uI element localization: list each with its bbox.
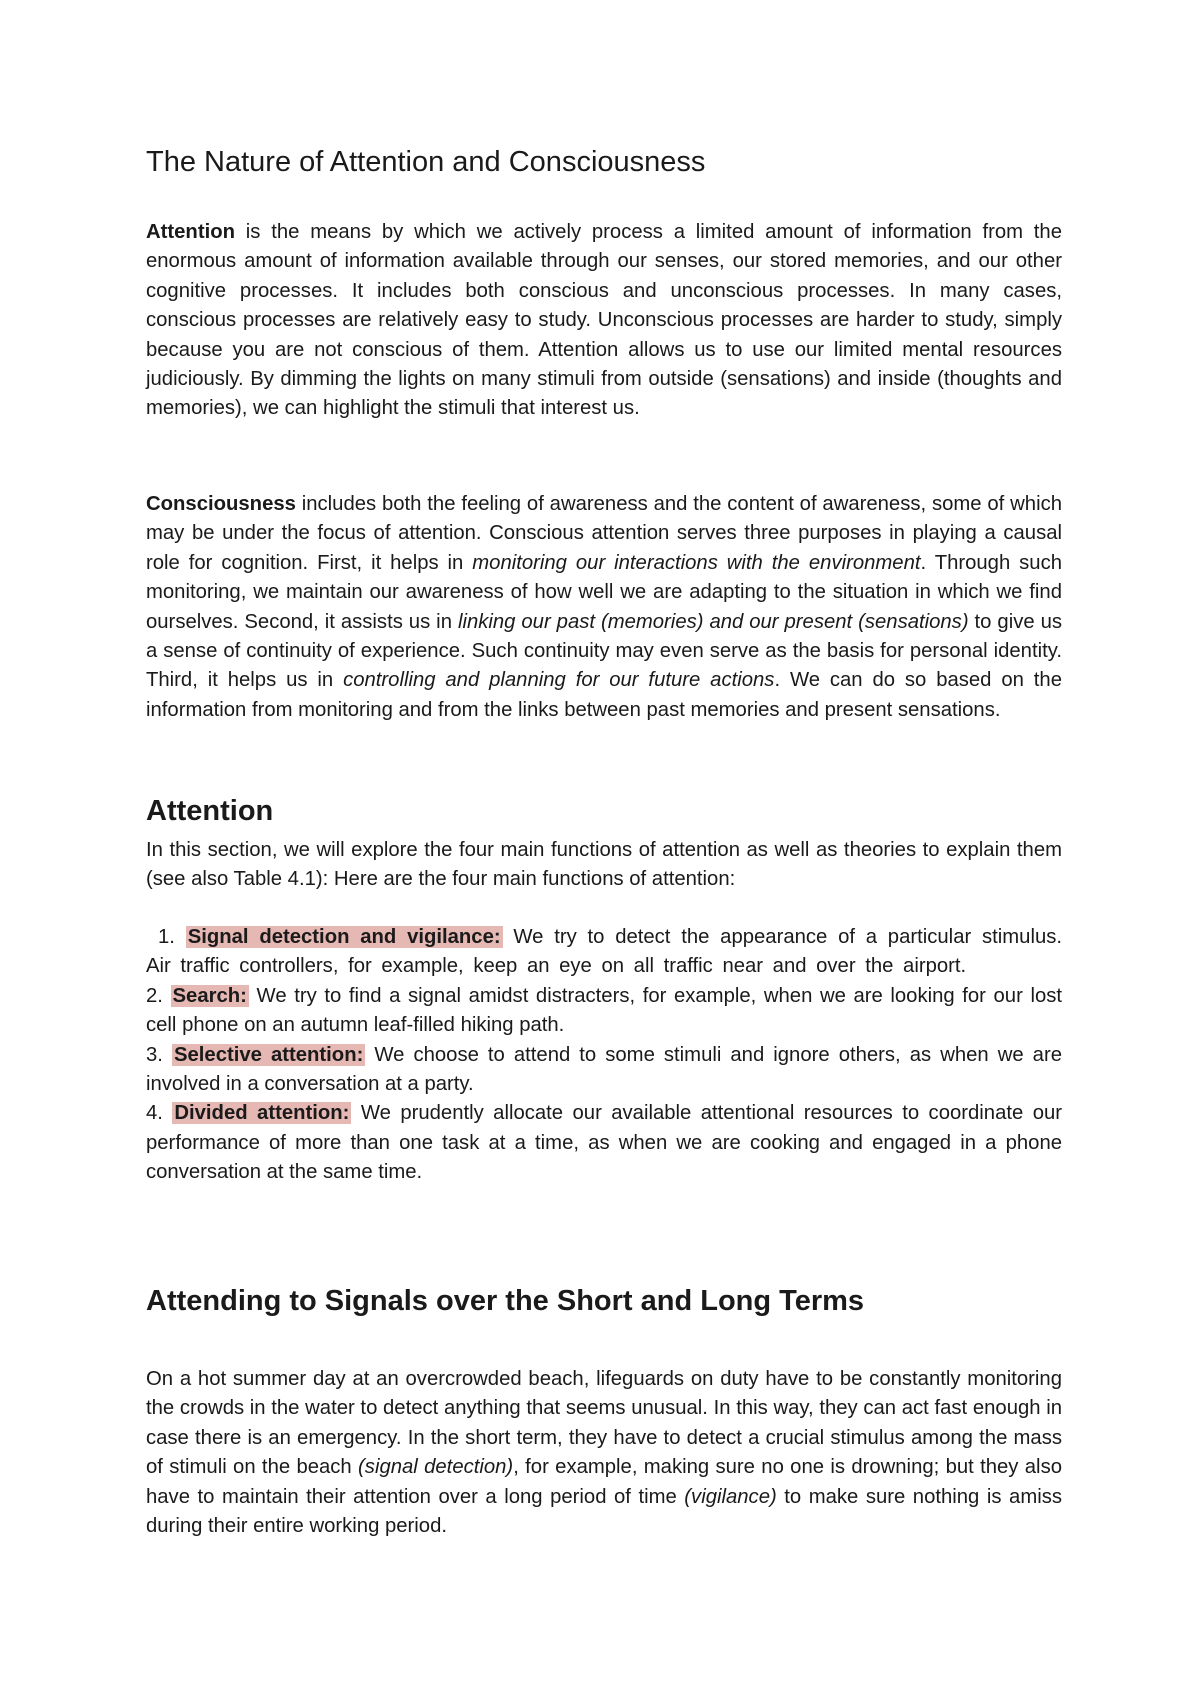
attention-definition-paragraph: [146, 218, 1062, 424]
consciousness-italic-1: monitoring our interactions with the environment: [472, 551, 921, 574]
list-item: [146, 923, 1062, 982]
attention-functions-list: [146, 923, 1062, 1188]
consciousness-text-2: . Through such monitoring, we maintain our awareness of how well we are adapting to the situation in which we find ourselves. Second, it assists us in: [146, 551, 1063, 633]
consciousness-text-3: to give us a sense of continuity of experience. Such continuity may even serve as the basis for personal identity. Third, it helps us in: [146, 610, 1063, 692]
consciousness-term: Consciousness: [146, 493, 296, 515]
signals-text-2: , for example, making sure no one is drowning; but they also have to maintain their attention over a long period of time: [146, 1456, 1062, 1508]
attention-section-heading: Attention: [146, 795, 274, 827]
attention-section-intro: In this section, we will explore the four main functions of attention as well as theories to explain them (see also Table 4.1): Here are the four main functions of attention:: [146, 839, 1062, 891]
list-item-number: 4.: [146, 1102, 163, 1125]
attention-definition-text: is the means by which we actively process a limited amount of information from the enormous amount of information available through our senses, our stored memories, and our other cognitive processes. It includes both conscious and unconscious processes. In many cases, conscious processes are relatively easy to study. Unconscious processes are harder to study, simply because you are not conscious of them. Attention allows us to use our limited mental resources judiciously. By dimming the lights on many stimuli from outside (sensations) and inside (thoughts and memories), we can highlight the stimuli that interest us.: [146, 221, 1062, 420]
consciousness-definition-paragraph: [146, 490, 1062, 725]
list-item: [146, 1041, 1062, 1100]
consciousness-italic-3: controlling and planning for our future actions: [343, 669, 775, 692]
consciousness-text-1: includes both the feeling of awareness and the content of awareness, some of which may be under the focus of attention. Conscious attention serves three purposes in playing a causal role for cognition. First, it helps in: [146, 493, 1062, 574]
signals-italic-2: (vigilance): [684, 1485, 777, 1508]
signals-section-heading: Attending to Signals over the Short and Long Terms: [146, 1285, 865, 1317]
signals-text-3: to make sure nothing is amiss during their entire working period.: [146, 1485, 1062, 1538]
list-item-term: Selective attention:: [173, 1043, 364, 1066]
consciousness-text-4: . We can do so based on the information from monitoring and from the links between past memories and present sensations.: [146, 669, 1062, 721]
list-item-term: Search:: [172, 984, 247, 1007]
attention-term: Attention: [146, 221, 235, 243]
list-item: [146, 982, 1062, 1041]
list-item-term: Signal detection and vigilance:: [187, 926, 501, 948]
list-item-number: 3.: [146, 1043, 163, 1066]
list-item-text: We try to detect the appearance of a particular stimulus. Air traffic controllers, for example, keep an eye on all traffic near and over the airport.: [146, 926, 1063, 978]
list-item-text: We choose to attend to some stimuli and ignore others, as when we are involved in a conversation at a party.: [146, 1043, 1062, 1096]
list-item-number: 1.: [158, 926, 175, 948]
signals-text-1: On a hot summer day at an overcrowded beach, lifeguards on duty have to be constantly monitoring the crowds in the water to detect anything that seems unusual. In this way, they can act fast enough in case there is an emergency. In the short term, they have to detect a crucial stimulus among the mass of stimuli on the beach: [146, 1368, 1062, 1479]
document-title: The Nature of Attention and Consciousness: [146, 146, 706, 178]
list-item-number: 2.: [146, 984, 163, 1007]
list-item-text: We prudently allocate our available attentional resources to coordinate our performance of more than one task at a time, as when we are cooking and engaged in a phone conversation at the same time.: [146, 1102, 1063, 1184]
list-item-term: Divided attention:: [174, 1102, 350, 1125]
signals-paragraph: [146, 1365, 1062, 1541]
signals-italic-1: (signal detection): [358, 1456, 514, 1479]
consciousness-italic-2: linking our past (memories) and our present (sensations): [457, 610, 969, 633]
list-item: [146, 1099, 1062, 1187]
list-item-text: We try to find a signal amidst distracters, for example, when we are looking for our lost cell phone on an autumn leaf-filled hiking path.: [146, 984, 1063, 1037]
